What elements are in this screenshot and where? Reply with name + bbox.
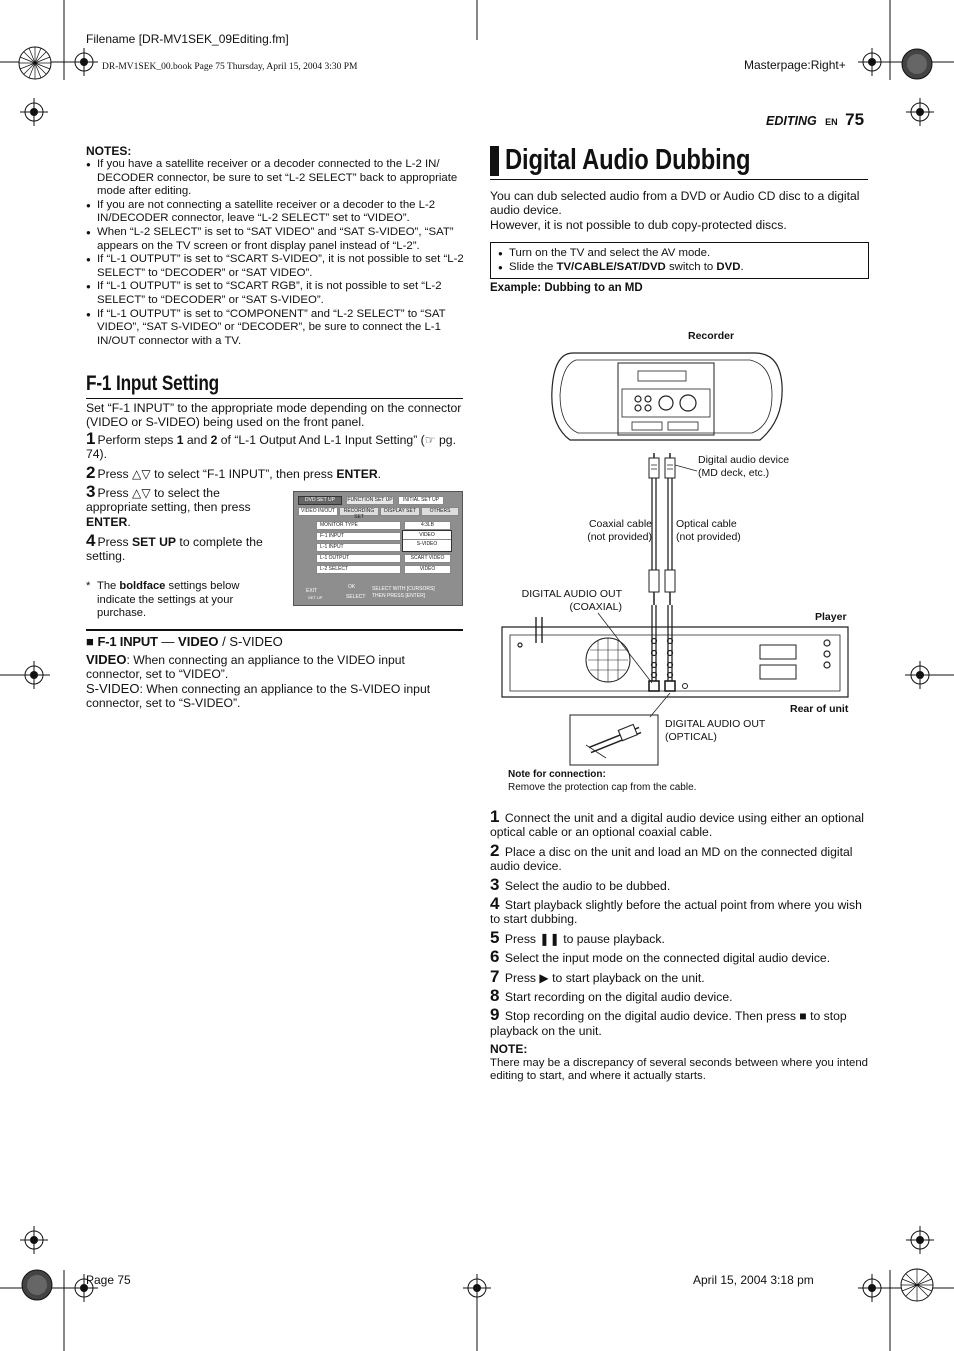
label-recorder: Recorder (688, 330, 735, 342)
menu-hint-2: THEN PRESS [ENTER] (372, 593, 426, 599)
menu-tab: DVD SET UP (298, 496, 342, 505)
step-number: 1 (490, 807, 500, 826)
label-line: Optical cable (676, 518, 737, 530)
step-number: 6 (490, 947, 500, 967)
label-line: DIGITAL AUDIO OUT (665, 718, 766, 730)
note-item: ● If you are not connecting a satellite receiver or a decoder to the L-2 IN/DECODER connector, leave “L-2 SELECT” set to “VIDEO”. (86, 199, 464, 226)
enter-key-label: ENTER (336, 467, 378, 481)
menu-tab: INITIAL SET UP (398, 496, 444, 505)
step-text: Press ▶ to start playback on the unit. (504, 970, 705, 985)
f1-step-2 (86, 463, 462, 482)
step-number: 2 (490, 840, 500, 860)
option-dash: — (157, 634, 179, 649)
dubbing-step (490, 1005, 868, 1038)
label-line: Digital audio device (698, 454, 790, 466)
option-svideo-label: S-VIDEO (86, 681, 140, 696)
registration-dark-circle-icon (20, 1268, 54, 1302)
label-line: (not provided) (587, 531, 652, 543)
setup-menu-screen (293, 491, 463, 606)
registration-crosshair-icon (858, 1274, 886, 1302)
prep-text: switch to (665, 260, 717, 273)
menu-subtab: VIDEO IN/OUT (298, 507, 338, 516)
option-name: F-1 INPUT (97, 634, 158, 649)
menu-row-value: 4:3LB (404, 521, 451, 530)
registration-crosshair-icon (70, 48, 98, 76)
registration-crosshair-icon (906, 1226, 934, 1254)
footnote-text: settings below indicate the settings at your purchase. (97, 580, 240, 620)
step-number: 5 (490, 927, 500, 947)
dubbing-step (490, 966, 868, 986)
step-text: Select the audio to be dubbed. (504, 878, 671, 893)
step-number: 1 (86, 429, 96, 448)
intro-line-1: You can dub selected audio from a DVD or Audio CD disc to a digital audio device. (490, 189, 860, 218)
menu-subtab: OTHERS (421, 507, 459, 516)
heading-rule (86, 398, 463, 399)
enter-key-label: ENTER (86, 514, 128, 529)
step-text: of “L-1 Output And L-1 Input Setting” (☞ pg. 74). (86, 433, 456, 462)
f1-step-1 (86, 429, 462, 462)
menu-row-label: L-2 SELECT (316, 565, 401, 574)
option-default: VIDEO (178, 634, 219, 649)
option-video-text: : When connecting an appliance to the VIDEO input connector, set to “VIDEO”. (86, 653, 405, 682)
menu-row-label: F-1 INPUT (316, 532, 401, 541)
registration-dark-circle-icon (900, 47, 934, 81)
prep-item: ● Turn on the TV and select the AV mode. (498, 247, 868, 261)
page-title: Digital Audio Dubbing (505, 144, 751, 176)
step-text: to complete the setting. (86, 535, 263, 564)
page-number: 75 (845, 110, 865, 129)
registration-crosshair-icon (906, 98, 934, 126)
menu-subtab: RECORDING SET (339, 507, 379, 516)
label-line: (not provided) (676, 531, 741, 543)
footnote-text: The (97, 580, 120, 592)
prep-text: . (740, 260, 744, 273)
label-digital-device (698, 454, 789, 480)
menu-ok-label: OK (348, 584, 356, 590)
footer-date: April 15, 2004 3:18 pm (693, 1273, 814, 1287)
title-rule (490, 179, 868, 180)
example-label: Example: Dubbing to an MD (490, 282, 643, 294)
connection-note-title: Note for connection: (508, 769, 606, 780)
label-player: Player (815, 611, 847, 623)
header-filename: Filename [DR-MV1SEK_09Editing.fm] (86, 32, 289, 46)
menu-subtab: DISPLAY SET (380, 507, 420, 516)
prep-mode: DVD (716, 260, 741, 273)
intro-line-2: However, it is not possible to dub copy-protected discs. (490, 217, 787, 232)
step-text: and (183, 433, 211, 447)
label-line: (COAXIAL) (569, 601, 622, 613)
option-heading (86, 634, 283, 649)
option-svideo-text: : When connecting an appliance to the S-VIDEO input connector, set to “S-VIDEO”. (86, 682, 431, 711)
note-title: NOTE: (490, 1042, 528, 1057)
step-text: Press (97, 535, 133, 549)
menu-footer (304, 584, 460, 602)
menu-tab: FUNCTION SET UP (347, 497, 393, 503)
footnote-bold: boldface (119, 580, 166, 592)
note-item: ● If “L-1 OUTPUT” is set to “SCART RGB”, it is not possible to set “L-2 SELECT” to “DECODER” or “SAT S-VIDEO”. (86, 280, 464, 307)
registration-crosshair-icon (463, 1274, 491, 1302)
dubbing-step (490, 947, 868, 967)
header-bookline: DR-MV1SEK_00.book Page 75 Thursday, April 15, 2004 3:30 PM (102, 62, 358, 72)
title-bar-icon (490, 146, 499, 176)
header-masterpage: Masterpage:Right+ (744, 58, 846, 72)
label-coaxial-cable (570, 518, 652, 544)
step-number: 8 (490, 986, 500, 1006)
step-text: Place a disc on the unit and load an MD on the connected digital audio device. (490, 844, 853, 874)
step-text: Perform steps (97, 433, 177, 447)
step-text: . (377, 467, 382, 481)
dubbing-step (490, 927, 868, 947)
step-text: Press ❚❚ to pause playback. (504, 931, 665, 946)
note-item: ● If “L-1 OUTPUT” is set to “SCART S-VIDEO”, it is not possible to set “L-2 SELECT” to “DECODER” or “SAT VIDEO”. (86, 253, 464, 280)
menu-row-label: MONITOR TYPE (316, 521, 401, 530)
registration-starburst-icon (18, 46, 52, 80)
section-heading-f1-input: F-1 Input Setting (86, 372, 220, 395)
setup-key-label: SET UP (132, 535, 177, 549)
registration-crosshair-icon (906, 661, 934, 689)
option-video-label: VIDEO (86, 652, 127, 667)
dubbing-step (490, 807, 868, 840)
note-item: ● If “L-1 OUTPUT” is set to “COMPONENT” and “L-2 SELECT” to “SAT VIDEO”, “SAT S-VIDEO” or “DECODER”, be sure to connect the L-1 IN/OUT connector with a TV. (86, 308, 464, 349)
menu-exit-label: EXIT (306, 588, 318, 594)
step-ref: 2 (210, 433, 218, 447)
label-line: DIGITAL AUDIO OUT (521, 588, 622, 600)
note-text: There may be a discrepancy of several seconds between where you intend editing to start, and where it actually starts. (490, 1056, 869, 1083)
registration-starburst-icon (900, 1268, 934, 1302)
step-text: . (127, 514, 131, 529)
prep-text: Slide the (509, 260, 557, 273)
dubbing-step (490, 894, 868, 927)
menu-row-label: L-1 INPUT (316, 543, 401, 552)
step-text: Stop recording on the digital audio device. Then press ■ to stop playback on the unit. (490, 1009, 847, 1038)
dubbing-step (490, 874, 868, 894)
step-number: 2 (86, 463, 96, 482)
menu-select-label: SELECT (346, 594, 366, 600)
prep-switch: TV/CABLE/SAT/DVD (556, 260, 666, 273)
prep-item (498, 261, 868, 275)
prep-box (490, 242, 869, 279)
connection-note (508, 769, 696, 794)
step-number: 4 (490, 894, 500, 914)
registration-crosshair-icon (20, 1226, 48, 1254)
step-number: 3 (490, 874, 500, 894)
option-alt: / S-VIDEO (218, 634, 283, 649)
f1-step-3 (86, 482, 282, 529)
footnote (86, 580, 266, 621)
f1-intro: Set “F-1 INPUT” to the appropriate mode depending on the connector (VIDEO or S-VIDEO) being used on the front panel. (86, 401, 462, 430)
menu-popup-option: S-VIDEO (416, 541, 438, 547)
option-marker-icon: ■ (86, 634, 94, 649)
footnote-star: * (86, 580, 91, 592)
menu-row-value: VIDEO (404, 565, 451, 574)
menu-row-label: L-1 OUTPUT (316, 554, 401, 563)
lang-label: EN (825, 117, 838, 127)
dubbing-steps (490, 807, 869, 1084)
step-text: Press △▽ to select the appropriate setting, then press (86, 486, 251, 515)
menu-popup (402, 530, 452, 552)
step-number: 9 (490, 1005, 500, 1025)
label-line: (OPTICAL) (665, 731, 717, 743)
registration-crosshair-icon (20, 661, 48, 689)
intro-paragraph (490, 189, 868, 232)
step-ref: 1 (176, 433, 184, 447)
notes-title: NOTES: (86, 144, 132, 158)
label-rear-of-unit: Rear of unit (790, 703, 849, 715)
label-line: (MD deck, etc.) (698, 467, 770, 479)
step-number: 7 (490, 966, 500, 986)
step-number: 3 (86, 482, 96, 501)
dubbing-step (490, 986, 868, 1006)
step-text: Start playback slightly before the actual point from where you wish to start dubbing. (490, 898, 862, 927)
step-number: 4 (86, 531, 96, 550)
menu-popup-option: VIDEO (403, 531, 451, 540)
note-item: ● If you have a satellite receiver or a decoder connected to the L-2 IN/ DECODER connector, be sure to set “L-2 SELECT” back to appropriate mode after editing. (86, 158, 464, 199)
label-optical-cable (676, 518, 741, 544)
step-text: Start recording on the digital audio device. (504, 990, 733, 1005)
step-text: Connect the unit and a digital audio device using either an optional optical cable or an optional coaxial cable. (490, 811, 864, 840)
f1-step-4 (86, 531, 282, 564)
menu-setup-label: SET UP (308, 595, 323, 600)
option-rule (86, 629, 463, 631)
note-item: ● When “L-2 SELECT” is set to “SAT VIDEO” and “SAT S-VIDEO”, “SAT” appears on the TV screen or front display panel instead of “L-2”. (86, 226, 464, 253)
label-digital-audio-out-coaxial (502, 588, 622, 614)
option-svideo (86, 682, 462, 711)
label-digital-audio-out-optical (665, 718, 765, 744)
footer-page: Page 75 (86, 1273, 131, 1287)
connection-note-text: Remove the protection cap from the cable. (508, 781, 697, 793)
step-text: Press △▽ to select “F-1 INPUT”, then press (97, 467, 337, 481)
menu-hint-1: SELECT WITH [CURSORS] (372, 586, 435, 592)
notes-list (86, 158, 464, 348)
running-head (766, 110, 864, 130)
menu-row-value: SCART VIDEO (404, 554, 451, 563)
option-video (86, 653, 462, 682)
dubbing-step (490, 840, 868, 874)
label-line: Coaxial cable (588, 518, 652, 530)
registration-crosshair-icon (858, 48, 886, 76)
registration-crosshair-icon (20, 98, 48, 126)
section-label: EDITING (766, 114, 817, 128)
step-text: Select the input mode on the connected digital audio device. (504, 951, 831, 966)
